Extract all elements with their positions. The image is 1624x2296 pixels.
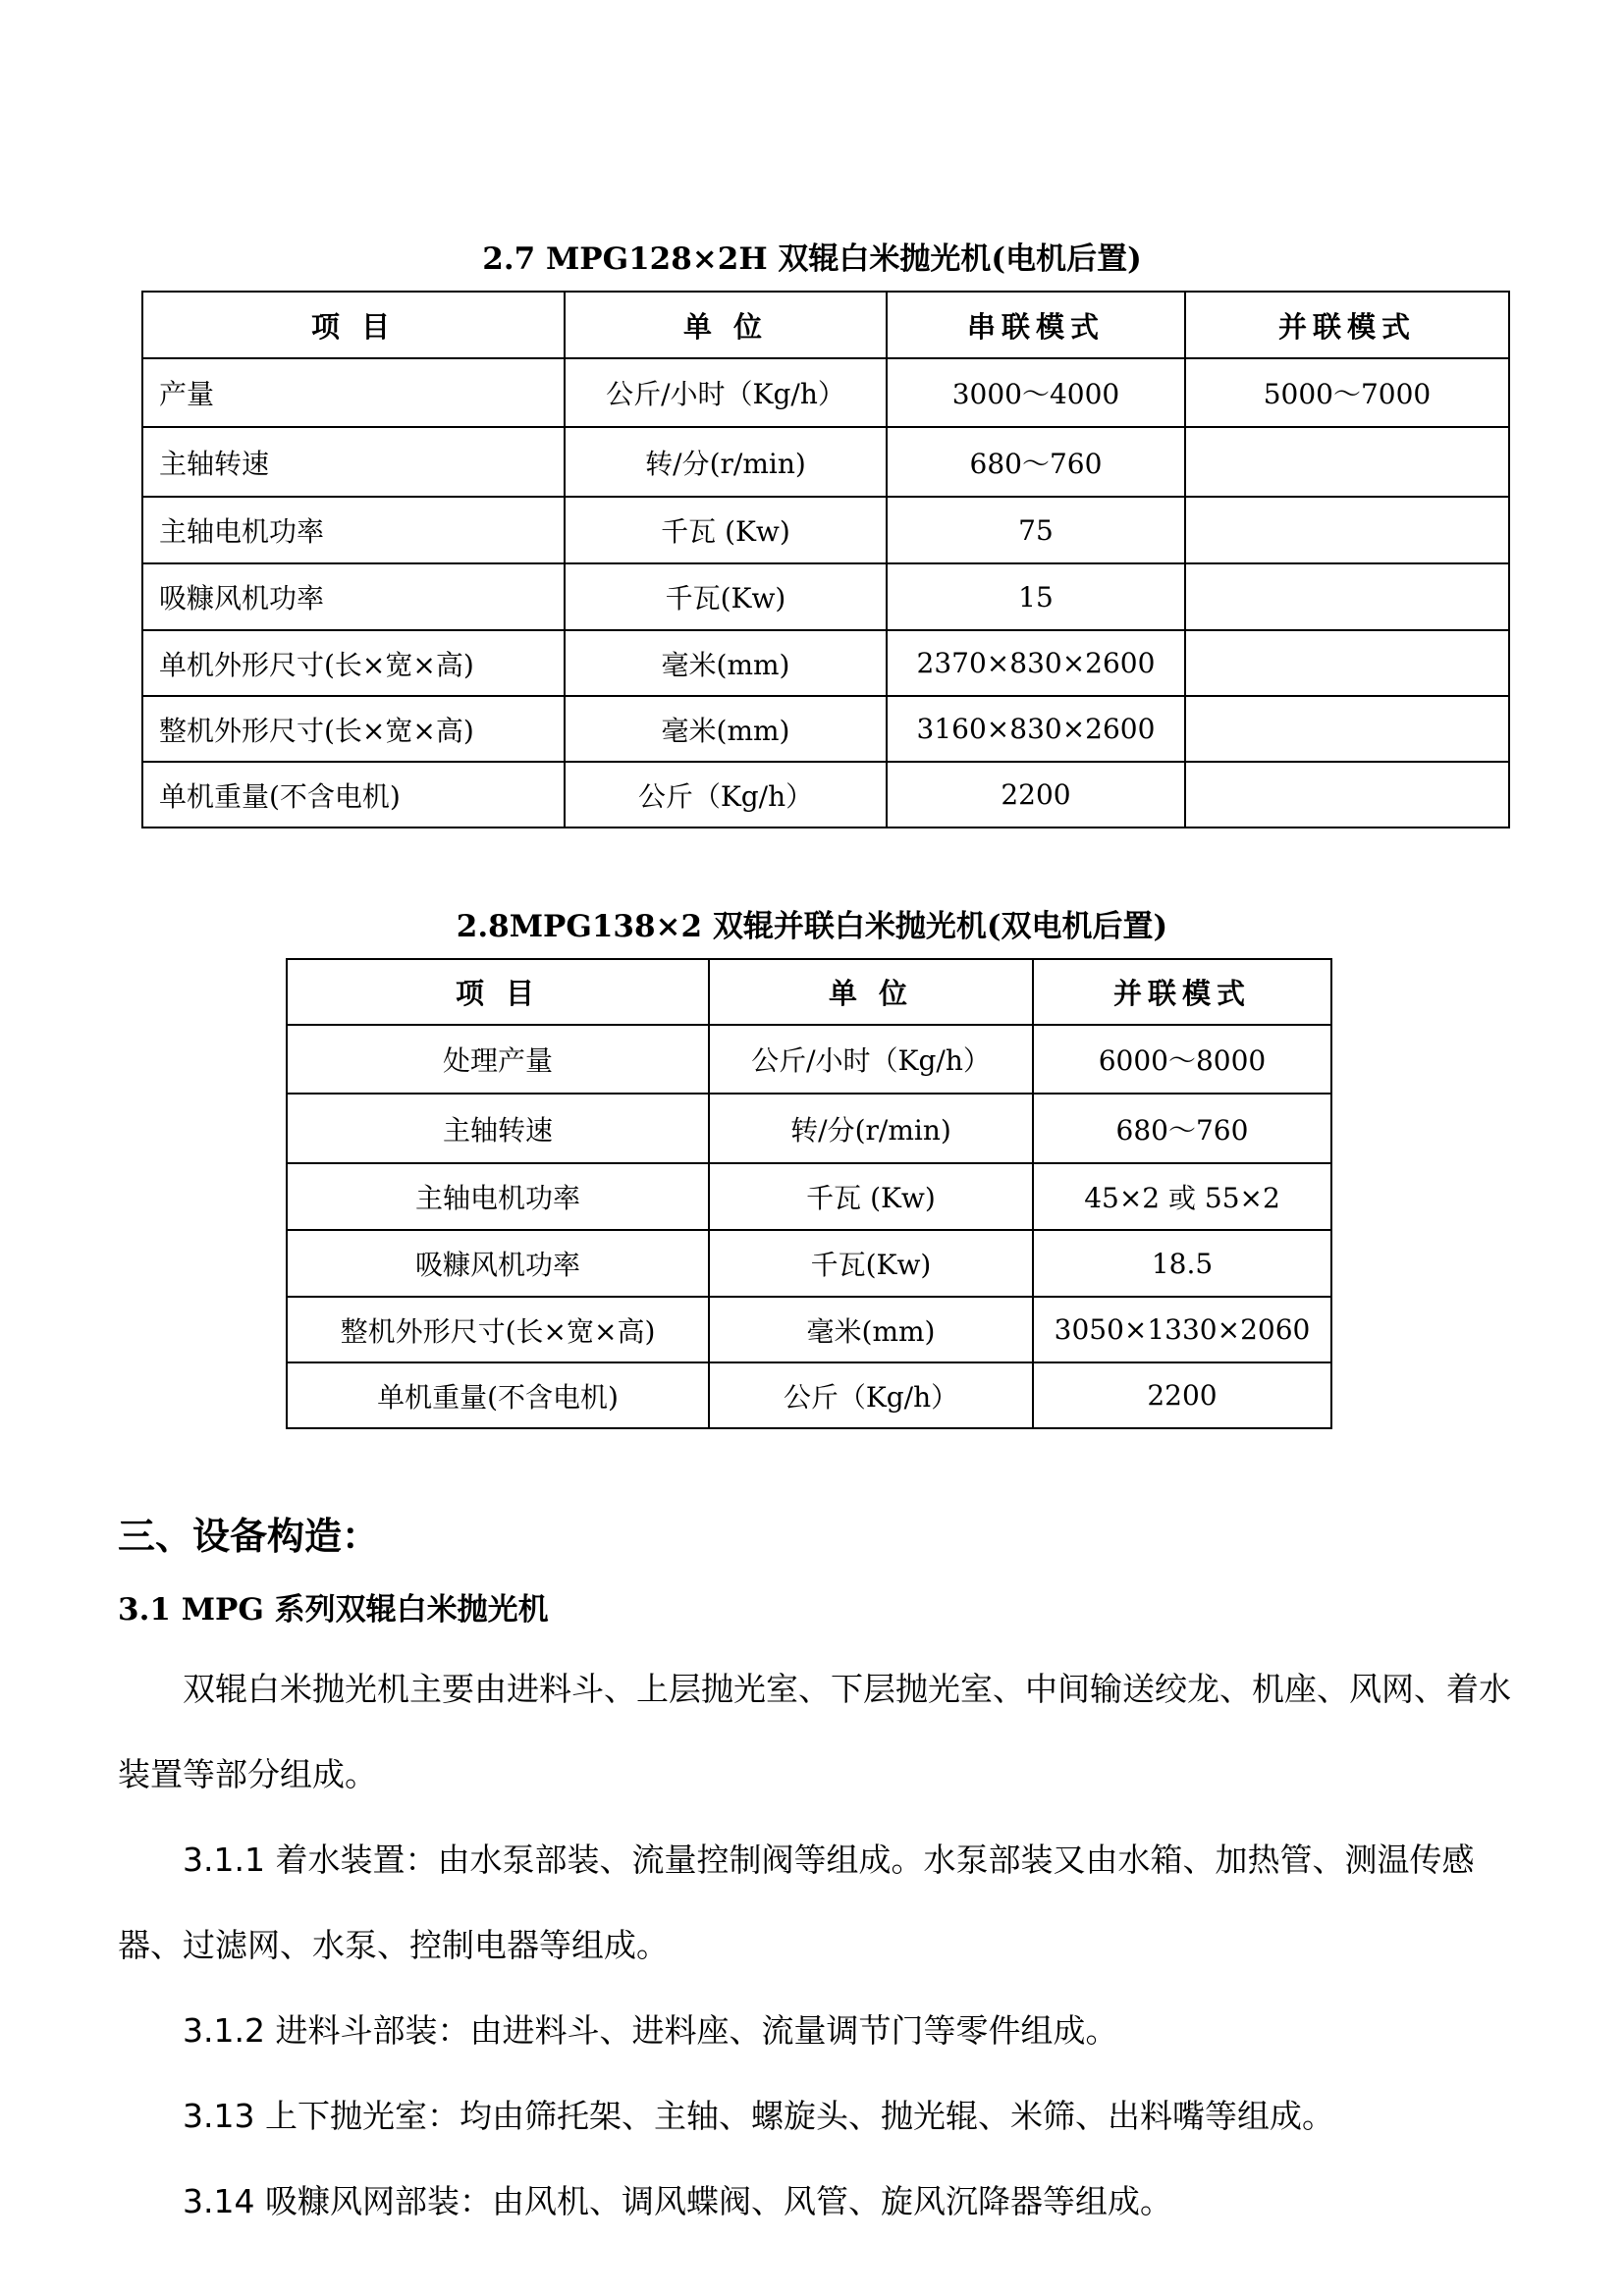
table-row: [287, 1094, 1331, 1163]
item-paragraph: 3.1.1 着水装置：由水泵部装、流量控制阀等组成。水泵部装又由水箱、加热管、测温传感器、过滤网、水泵、控制电器等组成。: [118, 1841, 1475, 1964]
table-cell: 千瓦(Kw): [709, 1230, 1033, 1297]
item-paragraph: 3.13 上下抛光室：均由筛托架、主轴、螺旋头、抛光辊、米筛、出料嘴等组成。: [183, 2097, 1334, 2135]
table-cell: 2370×830×2600: [887, 630, 1185, 696]
table-row: [142, 427, 1509, 497]
intro-paragraph: 双辊白米抛光机主要由进料斗、上层抛光室、下层抛光室、中间输送绞龙、机座、风网、着水装置等部分组成。: [118, 1670, 1511, 1793]
item-paragraph: 3.14 吸糠风网部装：由风机、调风蝶阀、风管、旋风沉降器等组成。: [183, 2182, 1172, 2220]
table1-header: 项 目: [142, 292, 565, 358]
table-row: [287, 1230, 1331, 1297]
table-row: [287, 1025, 1331, 1094]
table-cell: 3050×1330×2060: [1033, 1297, 1331, 1362]
table-cell: 整机外形尺寸(长×宽×高): [287, 1297, 709, 1362]
table-cell: 公斤（Kg/h）: [565, 762, 887, 828]
table-cell: 处理产量: [287, 1025, 709, 1094]
table-cell: 2200: [887, 762, 1185, 828]
table-cell: 15: [887, 563, 1185, 630]
table1-header: 串联模式: [887, 292, 1185, 358]
table-row: [142, 497, 1509, 563]
table1-header: 并联模式: [1185, 292, 1509, 358]
table-row: [287, 1297, 1331, 1362]
table-cell: 转/分(r/min): [709, 1094, 1033, 1163]
table-cell: 680～760: [887, 427, 1185, 497]
table-cell: 45×2 或 55×2: [1033, 1163, 1331, 1230]
table-cell: 3000～4000: [887, 358, 1185, 427]
table-cell: 毫米(mm): [565, 630, 887, 696]
table-cell: 毫米(mm): [565, 696, 887, 762]
table-cell: [1185, 497, 1509, 563]
table-cell: 整机外形尺寸(长×宽×高): [142, 696, 565, 762]
table-cell: 主轴转速: [142, 427, 565, 497]
table-cell: [1185, 630, 1509, 696]
table-cell: 主轴转速: [287, 1094, 709, 1163]
table-cell: 680～760: [1033, 1094, 1331, 1163]
table-cell: 吸糠风机功率: [142, 563, 565, 630]
table-row: [142, 630, 1509, 696]
sub-heading: 3.1 MPG 系列双辊白米抛光机: [118, 1592, 549, 1628]
item-paragraph: 3.1.2 进料斗部装：由进料斗、进料座、流量调节门等零件组成。: [183, 2011, 1118, 2050]
table-cell: 毫米(mm): [709, 1297, 1033, 1362]
table2-header-row: [287, 959, 1331, 1025]
table2: [286, 958, 1332, 1429]
table-cell: 主轴电机功率: [142, 497, 565, 563]
table-row: [142, 563, 1509, 630]
table-cell: 公斤/小时（Kg/h）: [709, 1025, 1033, 1094]
table-cell: 千瓦 (Kw): [565, 497, 887, 563]
table-cell: 单机重量(不含电机): [287, 1362, 709, 1428]
table-cell: 主轴电机功率: [287, 1163, 709, 1230]
table1-header: 单 位: [565, 292, 887, 358]
table-cell: [1185, 427, 1509, 497]
table-cell: 千瓦 (Kw): [709, 1163, 1033, 1230]
table-cell: [1185, 696, 1509, 762]
table2-title: 2.8MPG138×2 双辊并联白米抛光机(双电机后置): [456, 909, 1168, 944]
table-row: [142, 762, 1509, 828]
table-row: [142, 358, 1509, 427]
table-cell: 转/分(r/min): [565, 427, 887, 497]
table2-header: 单 位: [709, 959, 1033, 1025]
table-row: [287, 1362, 1331, 1428]
table2-header: 项 目: [287, 959, 709, 1025]
table-cell: 产量: [142, 358, 565, 427]
table-cell: [1185, 563, 1509, 630]
table-cell: [1185, 762, 1509, 828]
table-cell: 公斤/小时（Kg/h）: [565, 358, 887, 427]
table-cell: 单机外形尺寸(长×宽×高): [142, 630, 565, 696]
table2-header: 并联模式: [1033, 959, 1331, 1025]
table-cell: 单机重量(不含电机): [142, 762, 565, 828]
table-cell: 5000～7000: [1185, 358, 1509, 427]
table1-title: 2.7 MPG128×2H 双辊白米抛光机(电机后置): [482, 241, 1142, 277]
table-cell: 公斤（Kg/h）: [709, 1362, 1033, 1428]
table-cell: 2200: [1033, 1362, 1331, 1428]
table-cell: 吸糠风机功率: [287, 1230, 709, 1297]
table-cell: 3160×830×2600: [887, 696, 1185, 762]
table-cell: 千瓦(Kw): [565, 563, 887, 630]
table1: [141, 291, 1510, 828]
table1-header-row: [142, 292, 1509, 358]
section-heading: 三、设备构造：: [118, 1514, 380, 1558]
table-row: [142, 696, 1509, 762]
table-row: [287, 1163, 1331, 1230]
table-cell: 18.5: [1033, 1230, 1331, 1297]
table-cell: 6000～8000: [1033, 1025, 1331, 1094]
table-cell: 75: [887, 497, 1185, 563]
